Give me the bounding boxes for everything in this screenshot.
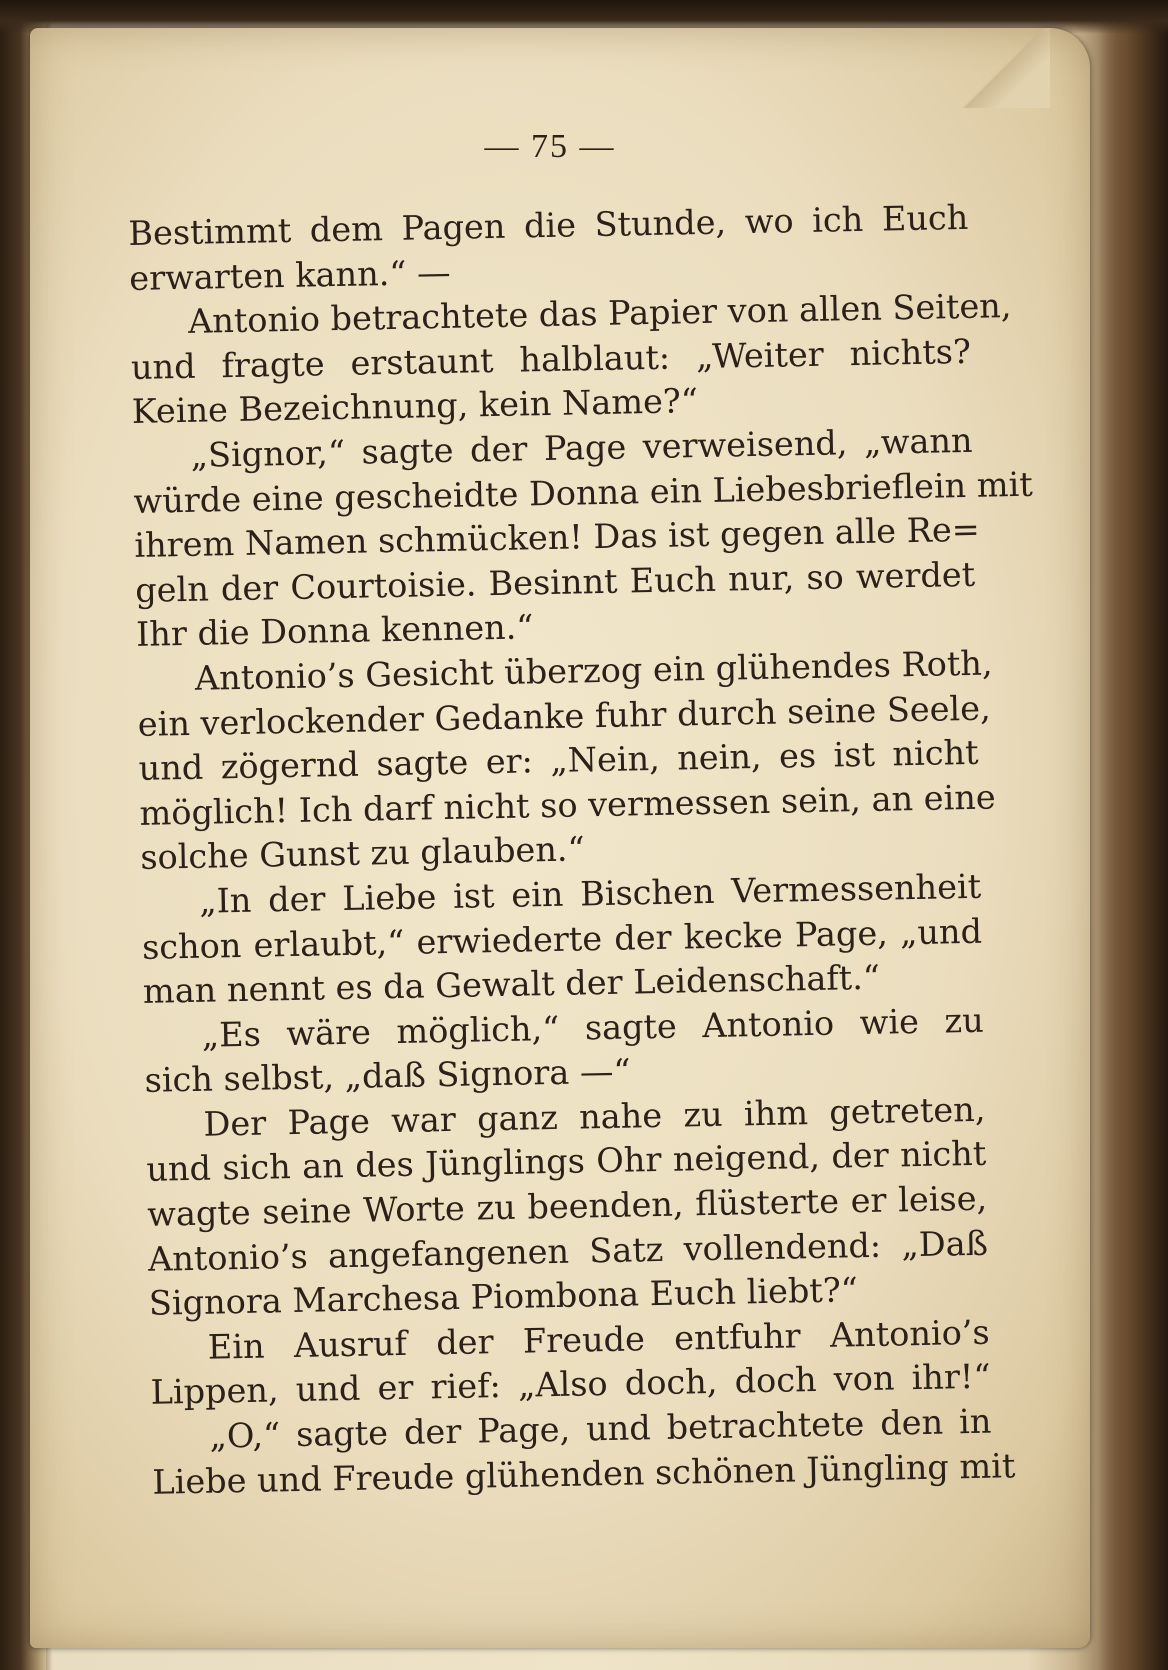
page-corner-fold xyxy=(960,28,1050,108)
text-line: und sich an des Jünglings Ohr neigend, der nicht xyxy=(146,1134,987,1190)
text-line: erwarten kann.“ — xyxy=(128,252,451,298)
text-line: ihrem Namen schmücken! Das ist gegen alle Re= xyxy=(134,509,981,566)
text-line: Antonio’s angefangenen Satz vollendend: „Daß xyxy=(147,1223,989,1279)
text-line: „Es wäre möglich,“ sagte Antonio wie zu xyxy=(201,1000,985,1055)
text-line: Keine Bezeichnung, kein Name?“ xyxy=(131,381,699,432)
text-line: Liebe und Freude glühenden schönen Jüngling mit xyxy=(152,1445,1016,1502)
text-line: Der Page war ganz nahe zu ihm getreten, xyxy=(203,1089,986,1144)
text-line: Bestimmt dem Pagen die Stunde, wo ich Euch xyxy=(128,197,969,253)
text-line: solche Gunst zu glauben.“ xyxy=(140,829,586,878)
text-line: und zögernd sagte er: „Nein, nein, es ist nicht xyxy=(138,732,979,789)
text-line: Antonio betrachtete das Papier von allen Seiten, xyxy=(187,286,1012,342)
text-line: Signora Marchesa Piombona Euch liebt?“ xyxy=(148,1270,859,1324)
text-line: man nennt es da Gewalt der Leidenschaft.“ xyxy=(142,957,881,1011)
text-line: ein verlockender Gedanke fuhr durch seine Seele, xyxy=(137,688,992,744)
text-line: Ein Ausruf der Freude entfuhr Antonio’s xyxy=(207,1312,991,1367)
text-line: möglich! Ich darf nicht so vermessen sein, an eine xyxy=(139,777,996,833)
text-line: „O,“ sagte der Page, und betrachtete den in xyxy=(209,1401,992,1456)
text-line: sich selbst, „daß Signora —“ xyxy=(144,1051,631,1101)
text-line: Ihr die Donna kennen.“ xyxy=(135,607,534,655)
text-line: und fragte erstaunt halblaut: „Weiter nichts? xyxy=(130,331,972,387)
text-line: Antonio’s Gesicht überzog ein glühendes Roth, xyxy=(194,643,993,698)
text-line: wagte seine Worte zu beenden, flüsterte er leise, xyxy=(146,1178,988,1234)
book-cover-edge xyxy=(1098,0,1168,1670)
text-line: geln der Courtoisie. Besinnt Euch nur, so werdet xyxy=(134,554,976,610)
text-line: würde eine gescheidte Donna ein Liebesbrieflein mit xyxy=(133,464,1034,521)
text-line: „Signor,“ sagte der Page verweisend, „wann xyxy=(190,420,973,475)
page-text xyxy=(128,196,1034,1505)
text-line: schon erlaubt,“ erwiederte der kecke Page, „und xyxy=(141,911,983,967)
page-number: — 75 — xyxy=(484,128,616,165)
text-line: „In der Liebe ist ein Bischen Vermessenheit xyxy=(198,866,982,921)
text-line: Lippen, und er rief: „Also doch, doch von ihr!“ xyxy=(150,1357,991,1413)
